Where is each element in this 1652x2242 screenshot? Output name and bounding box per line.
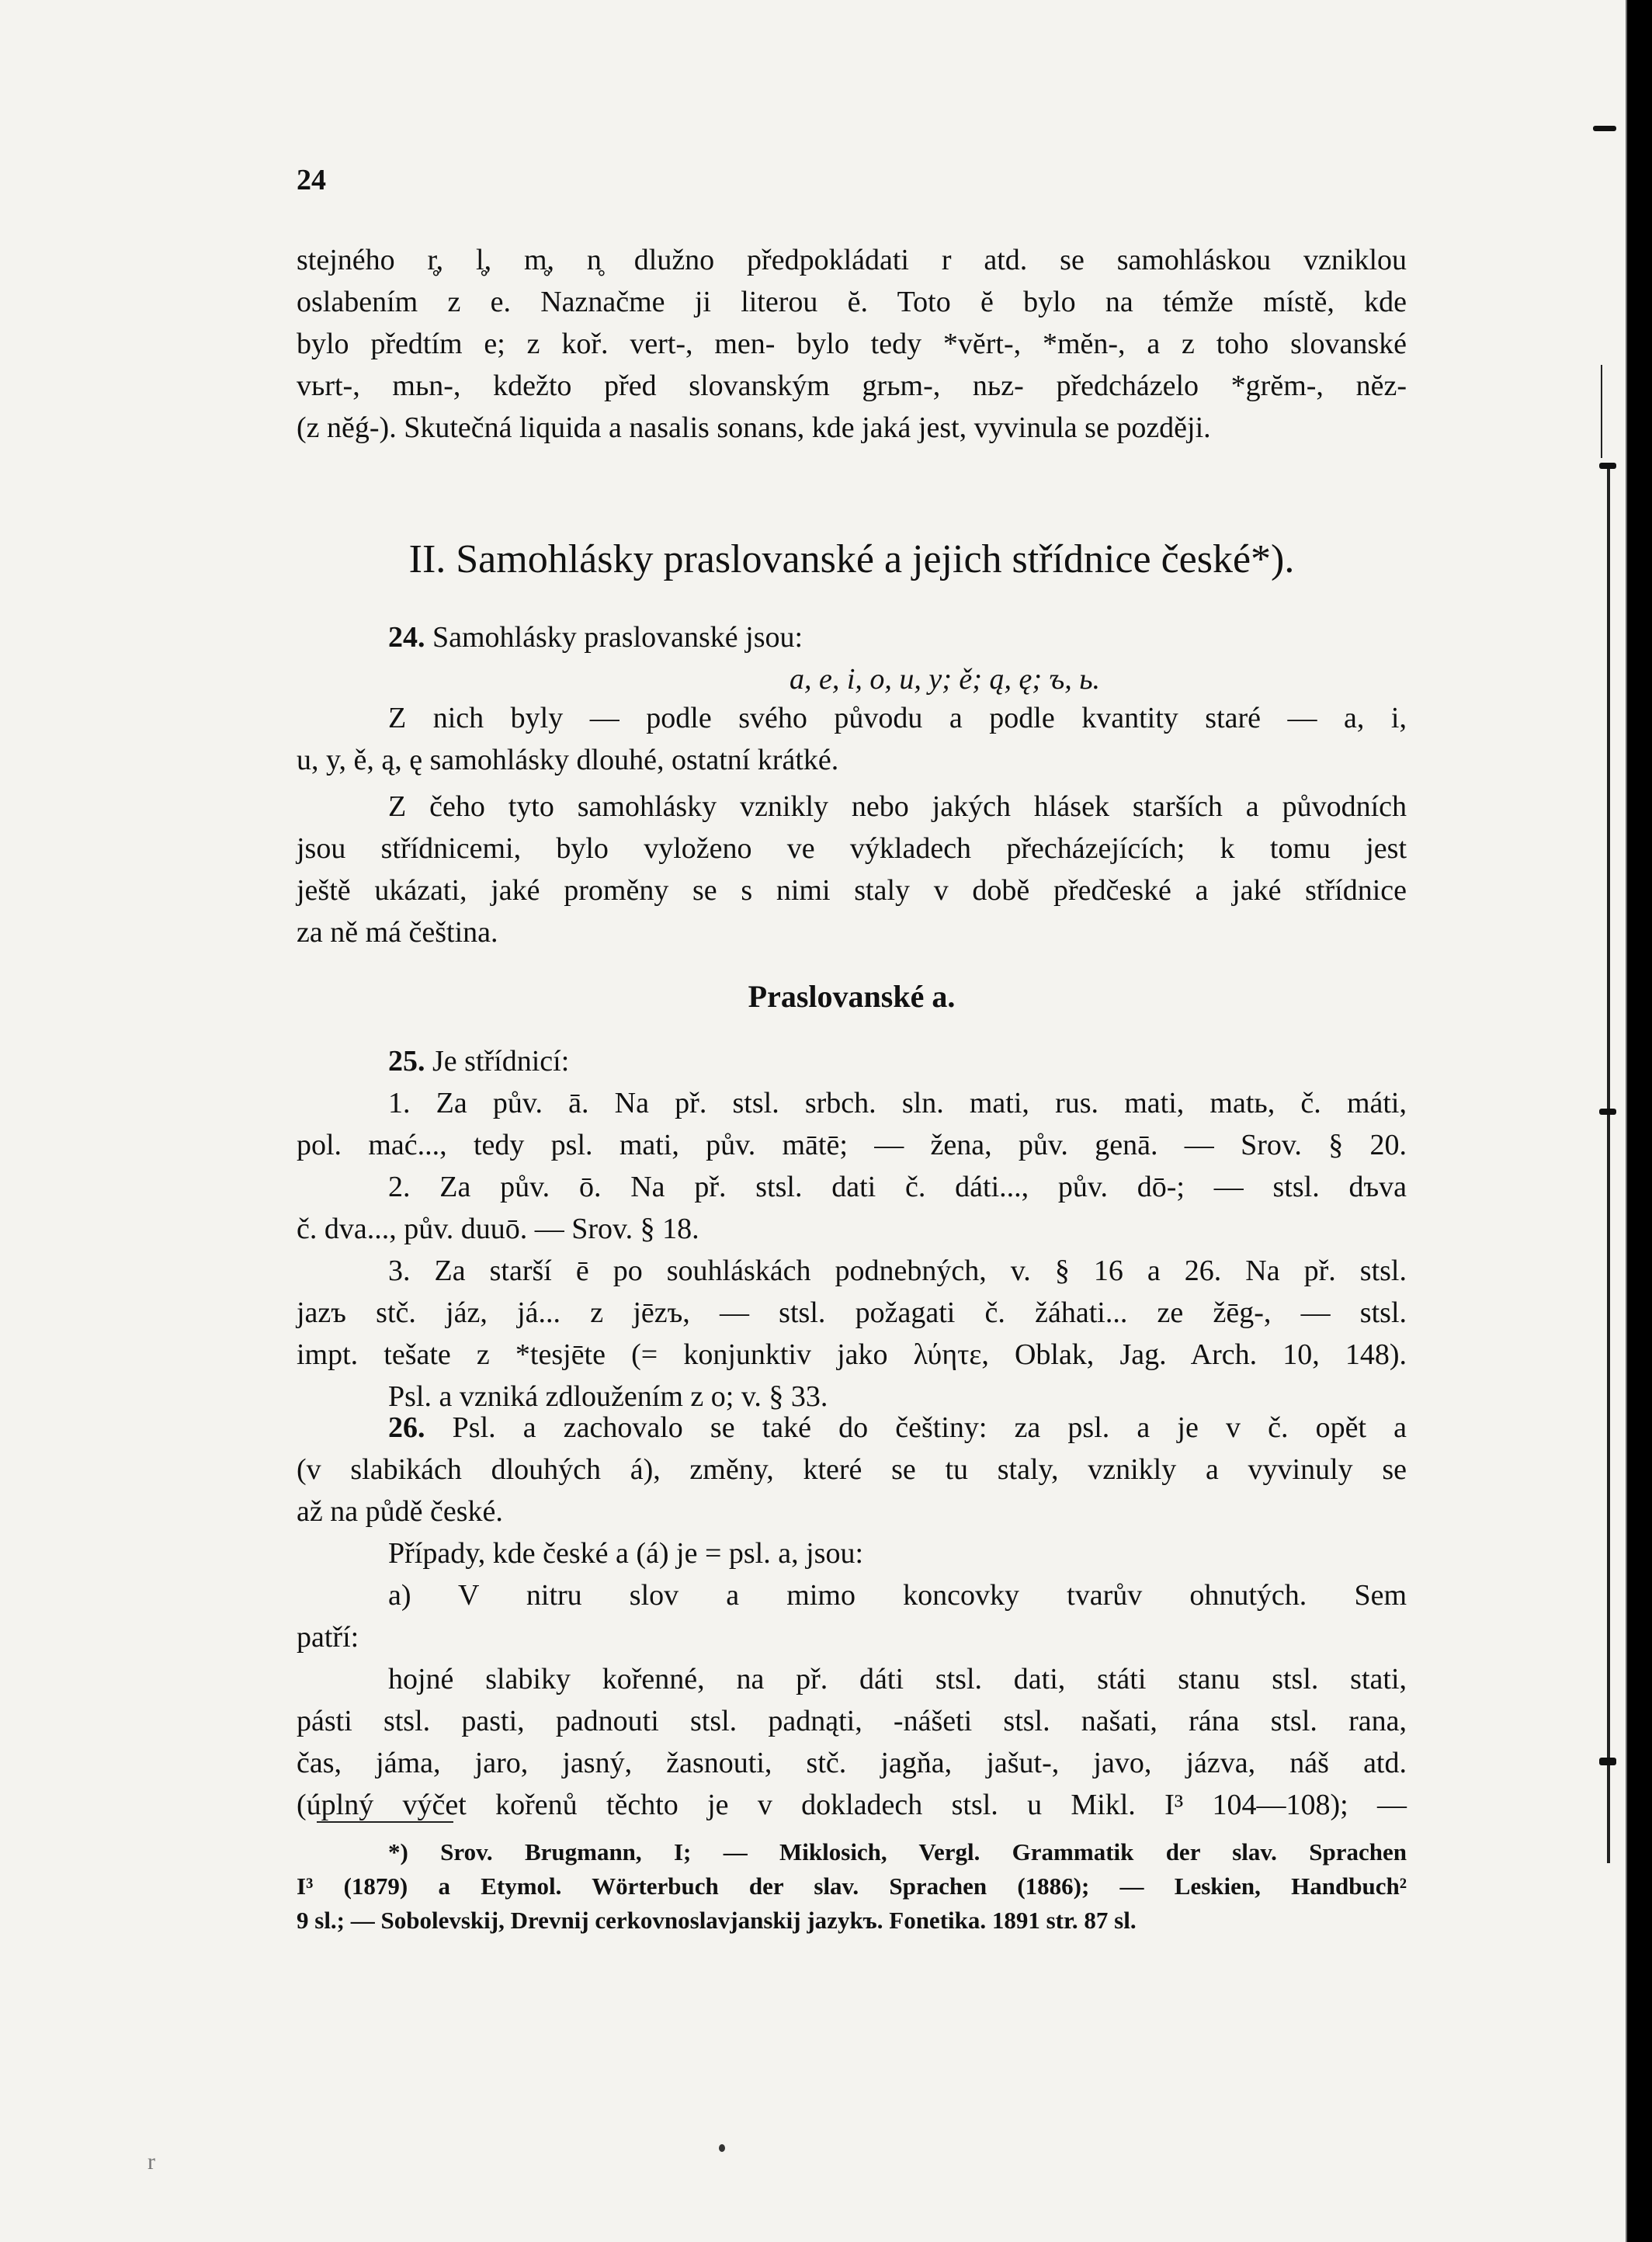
vowel-list: a, e, i, o, u, y; ě; ą, ę; ъ, ь.: [789, 663, 1100, 696]
paragraph-26: [297, 1407, 1407, 1826]
text-line: ještě ukázati, jaké proměny se s nimi staly v době předčeské a jaké střídnice: [297, 874, 1407, 907]
paragraph-24-body-a: [297, 697, 1407, 781]
paragraph-24-body-b: [297, 786, 1407, 953]
text-line: vьrt-, mьn-, kdežto před slovanským grьm-, nьz- předcházelo *grĕm-, nĕz-: [297, 370, 1407, 402]
text-line: [297, 1040, 1407, 1082]
text-line: oslabením z e. Naznačme ji literou ĕ. Toto ĕ bylo na témže místě, kde: [297, 286, 1407, 318]
text-line: 2. Za pův. ō. Na př. stsl. dati č. dáti..., pův. dō-; — stsl. dъva: [388, 1171, 1407, 1203]
text-line: Psl. a vzniká zdloužením z o; v. § 33.: [388, 1380, 828, 1413]
text-line: a) V nitru slov a mimo koncovky tvarův ohnutých. Sem: [388, 1579, 1407, 1612]
text-line: pásti stsl. pasti, padnouti stsl. padnąti, -nášeti stsl. našati, rána stsl. rana,: [297, 1705, 1407, 1737]
section-heading: II. Samohlásky praslovanské a jejich střídnice české*).: [408, 537, 1295, 581]
text-line: jsou střídnicemi, bylo vyloženo ve výkladech přecházejících; k tomu jest: [297, 832, 1407, 865]
text-line: Případy, kde české a (á) je = psl. a, jsou:: [388, 1537, 864, 1570]
binding-line: [1607, 466, 1610, 1863]
margin-mark: [1599, 463, 1616, 469]
paragraph-lead: Je střídnicí:: [432, 1045, 570, 1078]
footnote-divider: [317, 1821, 453, 1823]
paragraph-25: [297, 1040, 1407, 1418]
footnote: [297, 1835, 1407, 1938]
page-number: 24: [297, 164, 326, 196]
text-line: [297, 616, 1407, 658]
text-line: za ně má čeština.: [297, 916, 498, 949]
subsection-heading: Praslovanské a.: [748, 979, 956, 1014]
text-line: (z nĕǵ-). Skutečná liquida a nasalis sonans, kde jaká jest, vyvinula se později.: [297, 411, 1211, 444]
continued-paragraph: [297, 239, 1407, 449]
ink-speck: [719, 2144, 725, 2152]
text-line-content: Psl. a zachovalo se také do češtiny: za psl. a je v č. opět a: [452, 1411, 1407, 1444]
paragraph-24-lead: [297, 616, 1407, 658]
paragraph-lead: Samohlásky praslovanské jsou:: [432, 621, 803, 654]
footnote-line: I³ (1879) a Etymol. Wörterbuch der slav. Sprachen (1886); — Leskien, Handbuch²: [297, 1872, 1407, 1900]
text-line: patří:: [297, 1621, 359, 1654]
text-line: (v slabikách dlouhých á), změny, které se tu staly, vznikly a vyvinuly se: [297, 1453, 1407, 1486]
text-line: stejného r̥, l̥, m̥, n̥ dlužno předpokládati r atd. se samohláskou vzniklou: [297, 244, 1407, 276]
corner-mark: r: [148, 2149, 155, 2174]
text-line: jazъ stč. jáz, já... z jēzъ, — stsl. požagati č. žáhati... ze žēg-, — stsl.: [297, 1296, 1407, 1329]
paragraph-number: 25.: [388, 1045, 425, 1078]
text-line: Z čeho tyto samohlásky vznikly nebo jakých hlásek starších a původních: [388, 790, 1407, 823]
text-line: pol. mać..., tedy psl. mati, pův. mātē; — žena, pův. genā. — Srov. § 20.: [297, 1129, 1407, 1161]
text-line: 1. Za pův. ā. Na př. stsl. srbch. sln. mati, rus. mati, matь, č. máti,: [388, 1087, 1407, 1119]
footnote-line: 9 sl.; — Sobolevskij, Drevnij cerkovnoslavjanskij jazykъ. Fonetika. 1891 str. 87 sl.: [297, 1907, 1137, 1934]
paragraph-number: 24.: [388, 621, 425, 654]
text-line: čas, jáma, jaro, jasný, žasnouti, stč. jagňa, jašut-, javo, jázva, náš atd.: [297, 1747, 1407, 1779]
text-line: u, y, ě, ą, ę samohlásky dlouhé, ostatní krátké.: [297, 744, 839, 776]
text-line: 3. Za starší ē po souhláskách podnebných, v. § 16 a 26. Na př. stsl.: [388, 1255, 1407, 1287]
binding-line-thin: [1601, 365, 1602, 458]
text-line: impt. tešate z *tesjēte (= konjunktiv jako λύητε, Oblak, Jag. Arch. 10, 148).: [297, 1338, 1407, 1371]
text-line: č. dva..., pův. duuō. — Srov. § 18.: [297, 1213, 699, 1245]
margin-mark: [1593, 126, 1616, 131]
footnote-line: *) Srov. Brugmann, I; — Miklosich, Vergl. Grammatik der slav. Sprachen: [388, 1838, 1407, 1865]
paragraph-number: 26.: [388, 1411, 425, 1444]
text-line: až na půdě české.: [297, 1495, 503, 1528]
text-line: (úplný výčet kořenů těchto je v dokladech stsl. u Mikl. I³ 104—108); —: [297, 1789, 1407, 1821]
text-line: [297, 1407, 1407, 1449]
text-line: bylo předtím e; z koř. vert-, men- bylo tedy *vĕrt-, *mĕn-, a z toho slovanské: [297, 328, 1407, 360]
margin-mark: [1599, 1109, 1616, 1115]
text-line: Z nich byly — podle svého původu a podle kvantity staré — a, i,: [388, 702, 1407, 734]
margin-mark: [1599, 1758, 1616, 1765]
text-line: hojné slabiky kořenné, na př. dáti stsl. dati, státi stanu stsl. stati,: [388, 1663, 1407, 1695]
